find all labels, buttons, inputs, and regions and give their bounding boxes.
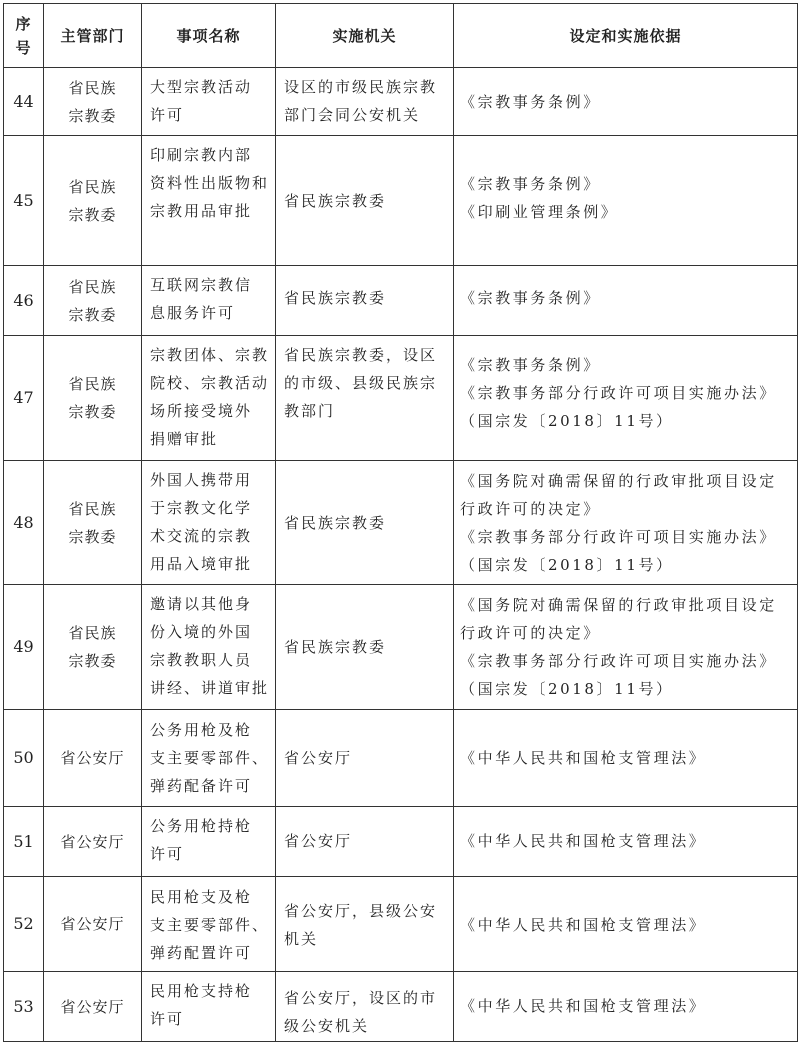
cell-item-line: 互联网宗教信 bbox=[150, 276, 253, 294]
cell-no: 51 bbox=[4, 807, 44, 877]
table-header-row bbox=[4, 4, 798, 68]
cell-basis-line: 《中华人民共和国枪支管理法》 bbox=[460, 997, 707, 1015]
cell-agency bbox=[276, 336, 454, 461]
cell-agency bbox=[276, 972, 454, 1042]
cell-dept-line: 宗教委 bbox=[68, 305, 117, 324]
cell-item-line: 外国人携带用 bbox=[150, 471, 253, 489]
cell-item-line: 份入境的外国 bbox=[150, 623, 253, 641]
cell-agency-line: 省民族宗教委 bbox=[284, 191, 387, 210]
cell-no: 44 bbox=[4, 68, 44, 136]
cell-dept bbox=[44, 585, 142, 710]
cell-no: 50 bbox=[4, 710, 44, 807]
cell-basis-line: 《中华人民共和国枪支管理法》 bbox=[460, 749, 707, 767]
cell-agency-line: 部门会同公安机关 bbox=[284, 106, 421, 124]
approval-items-table bbox=[3, 3, 798, 1042]
cell-agency bbox=[276, 807, 454, 877]
cell-item-line: 大型宗教活动 bbox=[150, 78, 253, 96]
cell-dept-line: 省民族 bbox=[68, 624, 117, 642]
cell-item bbox=[142, 461, 276, 585]
cell-item bbox=[142, 972, 276, 1042]
cell-basis bbox=[454, 336, 798, 461]
cell-item-line: 支主要零部件、 bbox=[150, 916, 270, 934]
cell-item-line: 术交流的宗教 bbox=[150, 527, 253, 545]
table-row bbox=[4, 807, 798, 877]
cell-dept-line: 宗教委 bbox=[68, 205, 117, 224]
cell-no: 49 bbox=[4, 585, 44, 710]
cell-item bbox=[142, 136, 276, 266]
cell-dept bbox=[44, 136, 142, 266]
table-body bbox=[4, 68, 798, 1042]
cell-item bbox=[142, 585, 276, 710]
cell-item bbox=[142, 877, 276, 972]
cell-no: 53 bbox=[4, 972, 44, 1042]
cell-dept bbox=[44, 807, 142, 877]
cell-agency bbox=[276, 461, 454, 585]
cell-agency-line: 省民族宗教委 bbox=[284, 638, 387, 656]
cell-agency-line: 省公安厅，县级公安 bbox=[284, 902, 438, 920]
cell-basis bbox=[454, 972, 798, 1042]
cell-no: 47 bbox=[4, 336, 44, 461]
header-no bbox=[4, 4, 44, 68]
cell-dept-line: 省公安厅 bbox=[60, 832, 125, 851]
cell-dept-line: 省民族 bbox=[68, 177, 117, 196]
cell-basis-line: 《宗教事务条例》 bbox=[460, 175, 601, 193]
cell-item bbox=[142, 807, 276, 877]
cell-item-line: 院校、宗教活动 bbox=[150, 374, 270, 392]
cell-dept-line: 宗教委 bbox=[68, 106, 117, 125]
cell-dept bbox=[44, 266, 142, 336]
cell-agency-line: 省公安厅，设区的市 bbox=[284, 989, 438, 1007]
cell-basis-line: 《印刷业管理条例》 bbox=[460, 203, 619, 221]
table-row bbox=[4, 336, 798, 461]
cell-item bbox=[142, 710, 276, 807]
cell-basis-line: 行政许可的决定》 bbox=[460, 500, 601, 518]
cell-basis-line: 《宗教事务部分行政许可项目实施办法》 bbox=[460, 652, 777, 670]
cell-basis-line: （国宗发〔2018〕11号） bbox=[460, 680, 674, 698]
cell-item-line: 用品入境审批 bbox=[150, 555, 253, 573]
cell-basis-line: （国宗发〔2018〕11号） bbox=[460, 412, 674, 430]
table-row bbox=[4, 877, 798, 972]
header-agency: 实施机关 bbox=[276, 4, 454, 68]
cell-agency bbox=[276, 266, 454, 336]
table-row bbox=[4, 585, 798, 710]
cell-dept bbox=[44, 877, 142, 972]
cell-basis bbox=[454, 461, 798, 585]
cell-basis-line: 《中华人民共和国枪支管理法》 bbox=[460, 916, 707, 934]
table-row bbox=[4, 68, 798, 136]
cell-agency-line: 省公安厅 bbox=[284, 749, 353, 767]
header-no-label: 序 号 bbox=[15, 14, 32, 57]
cell-item-line: 宗教教职人员 bbox=[150, 651, 253, 669]
cell-agency bbox=[276, 710, 454, 807]
cell-dept-line: 省民族 bbox=[68, 277, 117, 296]
cell-item-line: 许可 bbox=[150, 106, 185, 124]
cell-item-line: 宗教用品审批 bbox=[150, 202, 253, 220]
cell-item-line: 宗教团体、宗教 bbox=[150, 346, 270, 364]
cell-item bbox=[142, 266, 276, 336]
cell-dept-line: 宗教委 bbox=[68, 403, 117, 421]
cell-item-line: 息服务许可 bbox=[150, 304, 236, 322]
cell-agency-line: 省民族宗教委，设区 bbox=[284, 346, 438, 364]
cell-dept-line: 省民族 bbox=[68, 375, 117, 393]
cell-item-line: 公务用枪及枪 bbox=[150, 721, 253, 739]
cell-item-line: 许可 bbox=[150, 845, 185, 863]
cell-item-line: 民用枪支持枪 bbox=[150, 982, 253, 1000]
cell-dept-line: 省民族 bbox=[68, 78, 117, 97]
cell-agency-line: 机关 bbox=[284, 930, 319, 948]
cell-item-line: 民用枪支及枪 bbox=[150, 888, 253, 906]
header-dept: 主管部门 bbox=[44, 4, 142, 68]
cell-dept-line: 省公安厅 bbox=[60, 915, 125, 933]
table-row bbox=[4, 461, 798, 585]
cell-basis bbox=[454, 136, 798, 266]
cell-dept bbox=[44, 336, 142, 461]
cell-dept-line: 省公安厅 bbox=[60, 997, 125, 1016]
cell-agency-line: 省民族宗教委 bbox=[284, 289, 387, 307]
cell-agency-line: 的市级、县级民族宗 bbox=[284, 374, 438, 392]
cell-agency-line: 设区的市级民族宗教 bbox=[284, 78, 438, 96]
table-row bbox=[4, 710, 798, 807]
cell-agency-line: 级公安机关 bbox=[284, 1017, 370, 1035]
cell-item-line: 邀请以其他身 bbox=[150, 595, 253, 613]
cell-item-line: 印刷宗教内部 bbox=[150, 146, 253, 164]
cell-item-line: 资料性出版物和 bbox=[150, 174, 270, 192]
cell-dept-line: 省民族 bbox=[68, 499, 117, 518]
cell-dept bbox=[44, 461, 142, 585]
header-basis: 设定和实施依据 bbox=[454, 4, 798, 68]
cell-basis bbox=[454, 266, 798, 336]
table-row bbox=[4, 136, 798, 266]
table-row bbox=[4, 266, 798, 336]
cell-agency bbox=[276, 68, 454, 136]
cell-agency-line: 省民族宗教委 bbox=[284, 513, 387, 532]
cell-basis-line: 《中华人民共和国枪支管理法》 bbox=[460, 832, 707, 850]
cell-item bbox=[142, 336, 276, 461]
cell-basis bbox=[454, 807, 798, 877]
cell-basis-line: 《宗教事务部分行政许可项目实施办法》 bbox=[460, 384, 777, 402]
cell-basis bbox=[454, 585, 798, 710]
cell-agency bbox=[276, 877, 454, 972]
table-row bbox=[4, 972, 798, 1042]
cell-basis-line: 《宗教事务条例》 bbox=[460, 356, 601, 374]
cell-item-line: 弹药配置许可 bbox=[150, 944, 253, 962]
cell-item-line: 支主要零部件、 bbox=[150, 749, 270, 767]
cell-dept bbox=[44, 68, 142, 136]
cell-basis-line: 《国务院对确需保留的行政审批项目设定 bbox=[460, 596, 777, 614]
cell-item-line: 捐赠审批 bbox=[150, 430, 219, 448]
cell-agency-line: 省公安厅 bbox=[284, 832, 353, 850]
header-item: 事项名称 bbox=[142, 4, 276, 68]
cell-item bbox=[142, 68, 276, 136]
cell-agency bbox=[276, 136, 454, 266]
cell-basis-line: 《宗教事务部分行政许可项目实施办法》 bbox=[460, 528, 777, 546]
cell-item-line: 讲经、讲道审批 bbox=[150, 679, 270, 697]
cell-no: 52 bbox=[4, 877, 44, 972]
cell-dept-line: 省公安厅 bbox=[60, 749, 125, 767]
cell-item-line: 许可 bbox=[150, 1010, 185, 1028]
cell-basis-line: 《宗教事务条例》 bbox=[460, 93, 601, 111]
cell-agency bbox=[276, 585, 454, 710]
cell-basis-line: 《宗教事务条例》 bbox=[460, 289, 601, 307]
cell-dept bbox=[44, 972, 142, 1042]
cell-basis-line: 《国务院对确需保留的行政审批项目设定 bbox=[460, 472, 777, 490]
cell-basis bbox=[454, 68, 798, 136]
cell-basis bbox=[454, 710, 798, 807]
cell-no: 48 bbox=[4, 461, 44, 585]
cell-item-line: 弹药配备许可 bbox=[150, 777, 253, 795]
cell-dept bbox=[44, 710, 142, 807]
cell-no: 45 bbox=[4, 136, 44, 266]
cell-basis-line: （国宗发〔2018〕11号） bbox=[460, 556, 674, 574]
cell-item-line: 场所接受境外 bbox=[150, 402, 253, 420]
cell-basis-line: 行政许可的决定》 bbox=[460, 624, 601, 642]
cell-item-line: 于宗教文化学 bbox=[150, 499, 253, 517]
cell-dept-line: 宗教委 bbox=[68, 652, 117, 670]
cell-basis bbox=[454, 877, 798, 972]
cell-dept-line: 宗教委 bbox=[68, 527, 117, 546]
cell-item-line: 公务用枪持枪 bbox=[150, 817, 253, 835]
cell-agency-line: 教部门 bbox=[284, 402, 336, 420]
cell-no: 46 bbox=[4, 266, 44, 336]
